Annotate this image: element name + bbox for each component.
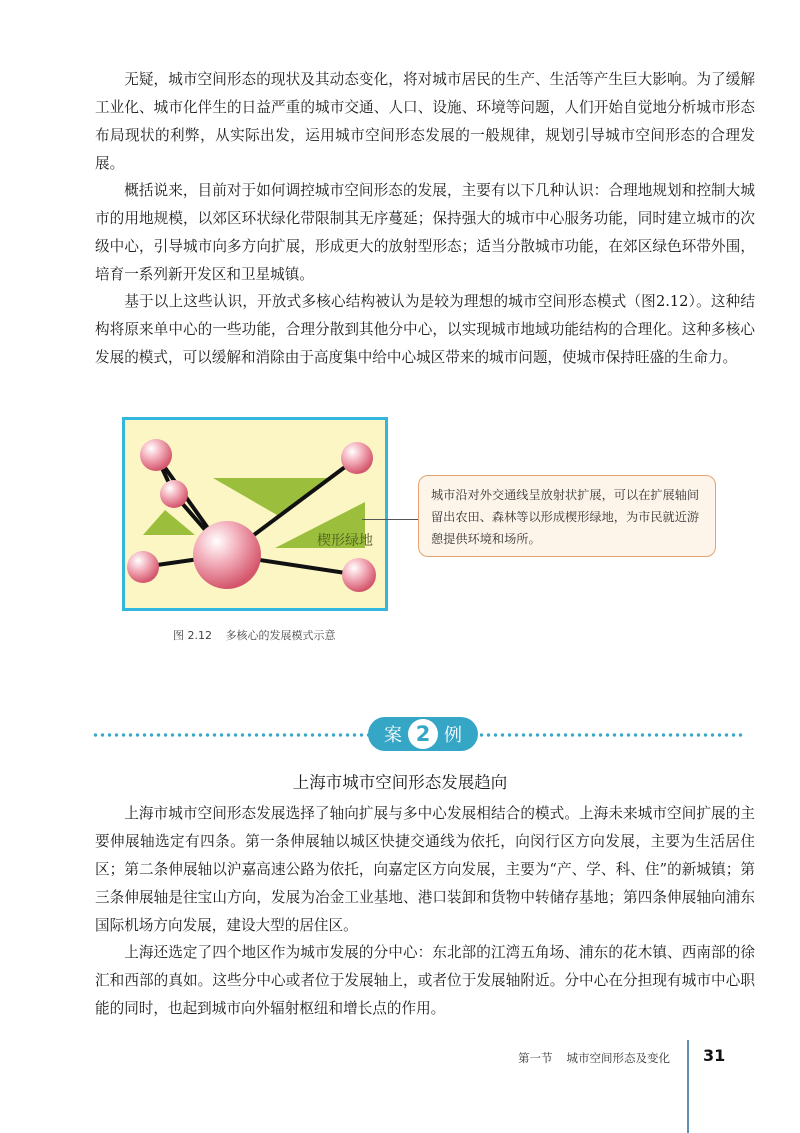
- body-paragraph-1: 无疑，城市空间形态的现状及其动态变化，将对城市居民的生产、生活等产生巨大影响。为了缓解工业化、城市化伴生的日益严重的城市交通、人口、设施、环境等问题，人们开始自觉地分析城市形态布局现状的利弊，从实际出发，运用城市空间形态发展的一般规律，规划引导城市空间形态的合理发展。: [95, 71, 755, 172]
- footer-section-number: 第一节: [518, 1051, 553, 1065]
- sub-center-node: [127, 551, 159, 583]
- dotted-divider-right: [478, 733, 744, 737]
- footer-section-title: 城市空间形态及变化: [566, 1051, 670, 1065]
- case-number: 2: [408, 719, 438, 749]
- case-badge: [368, 717, 478, 751]
- green-wedge: [143, 510, 195, 535]
- case-paragraph-1: 上海市城市空间形态发展选择了轴向扩展与多中心发展相结合的模式。上海未来城市空间扩展的主要伸展轴选定有四条。第一条伸展轴以城区快捷交通线为依托，向闵行区方向发展，主要为生活居住区；第二条伸展轴以沪嘉高速公路为依托，向嘉定区方向发展，主要为“产、学、科、住”的新城镇；第三条伸展轴是往宝山方向，发展为冶金工业基地、港口装卸和货物中转储存基地；第四条伸展轴向浦东国际机场方向发展，建设大型的居住区。: [95, 805, 755, 934]
- body-paragraph-2: 概括说来，目前对于如何调控城市空间形态的发展，主要有以下几种认识：合理地规划和控制大城市的用地规模，以郊区环状绿化带限制其无序蔓延；保持强大的城市中心服务功能，同时建立城市的次级中心，引导城市向多方向扩展，形成更大的放射型形态；适当分散城市功能，在郊区绿色环带外围，培育一系列新开发区和卫星城镇。: [95, 182, 755, 283]
- figure-number: 图 2.12: [173, 629, 212, 642]
- page-number: 31: [703, 1046, 726, 1065]
- wedge-label: 楔形绿地: [317, 533, 373, 549]
- case-badge-right-char: 例: [444, 725, 462, 746]
- sub-center-node: [342, 558, 376, 592]
- main-center-node: [193, 521, 261, 589]
- body-paragraph-3: 基于以上这些认识，开放式多核心结构被认为是较为理想的城市空间形态模式（图2.12）。这种结构将原来单中心的一些功能，合理分散到其他分中心，以实现城市地域功能结构的合理化。这种多核心发展的模式，可以缓解和消除由于高度集中给中心城区带来的城市问题，使城市保持旺盛的生命力。: [95, 293, 755, 366]
- case-paragraph-2: 上海还选定了四个地区作为城市发展的分中心：东北部的江湾五角场、浦东的花木镇、西南部的徐汇和西部的真如。这些分中心或者位于发展轴上，或者位于发展轴附近。分中心在分担现有城市中心职能的同时，也起到城市向外辐射枢纽和增长点的作用。: [95, 944, 755, 1017]
- case-badge-left-char: 案: [384, 725, 402, 746]
- callout-box: 城市沿对外交通线呈放射状扩展，可以在扩展轴间留出农田、森林等以形成楔形绿地，为市民就近游憩提供环境和场所。: [418, 475, 716, 557]
- sub-center-node: [140, 439, 172, 471]
- callout-connector: [362, 519, 422, 520]
- figure-caption: [173, 627, 336, 643]
- case-title: 上海市城市空间形态发展趋向: [292, 773, 508, 792]
- dotted-divider-left: [92, 733, 369, 737]
- figure-caption-text: 多核心的发展模式示意: [225, 629, 336, 642]
- multi-core-diagram: [122, 417, 388, 611]
- sub-center-node: [160, 480, 188, 508]
- multi-core-diagram-graphic: [125, 420, 385, 608]
- running-footer: [518, 1050, 670, 1066]
- green-wedge: [213, 478, 329, 515]
- footer-rule: [687, 1040, 689, 1133]
- sub-center-node: [341, 442, 373, 474]
